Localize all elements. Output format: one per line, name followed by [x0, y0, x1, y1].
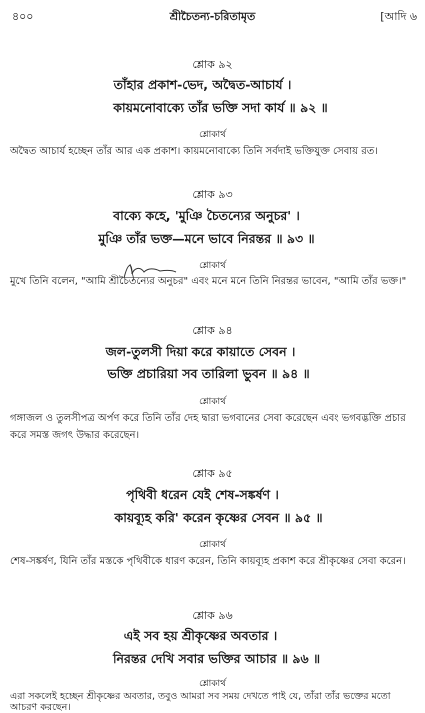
verse-line: এই সব হয় শ্রীকৃষ্ণের অবতার । — [123, 628, 278, 643]
verse-heading: শ্লোক ৯৩ — [192, 188, 233, 201]
verse-line: বাক্যে কহে, 'মুঞি চৈতন্যের অনুচর' । — [113, 208, 300, 223]
verse-heading: শ্লোক ৯৪ — [192, 324, 233, 337]
verse-line: জল-তুলসী দিয়া করে কায়াতে সেবন । — [105, 344, 296, 359]
verse-line: কায়মনোবাক্যে তাঁর ভক্তি সদা কার্য ॥ ৯২ ॥ — [113, 100, 328, 115]
verse-heading: শ্লোক ৯৫ — [192, 467, 233, 480]
translation-text: অদ্বৈত আচার্য হচ্ছেন তাঁর আর এক প্রকাশ। কায়মনোবাক্যে তিনি সর্বদাই ভক্তিযুক্ত সেবায় রত। — [10, 146, 378, 157]
verse-line: কায়ব্যূহ করি' করেন কৃষ্ণের সেবন ॥ ৯৫ ॥ — [114, 510, 323, 525]
running-title: শ্রীচৈতন্য-চরিতামৃত — [169, 10, 256, 23]
verse-line: তাঁহার প্রকাশ-ভেদ, অদ্বৈত-আচার্য । — [113, 77, 292, 92]
translation-text: শেষ-সঙ্কর্ষণ, যিনি তাঁর মস্তকে পৃথিবীকে ধারণ করেন, তিনি কায়ব্যূহ প্রকাশ করে শ্রীকৃষ্ণের সেবা করেন। — [10, 556, 406, 567]
verse-line: পৃথিবী ধরেন যেই শেষ-সঙ্কর্ষণ । — [126, 487, 279, 502]
page-number: ৪০০ — [12, 10, 34, 23]
verse-line: মুঞি তাঁর ভক্ত—মনে ভাবে নিরন্তর ॥ ৯৩ ॥ — [98, 231, 315, 246]
chapter-reference: [আদি ৬ — [380, 10, 417, 23]
translation-text: এরা সকলেই হচ্ছেন শ্রীকৃষ্ণের অবতার, তবুও আমরা সব সময় দেখতে পাই যে, তাঁরা তাঁর ভক্তের মতো আচরণ করছেন। — [10, 691, 391, 713]
translation-label: শ্লোকার্থ — [199, 130, 226, 140]
translation-text: গঙ্গাজল ও তুলসীপত্র অর্পণ করে তিনি তাঁর দেহ দ্বারা ভগবানের সেবা করেছেন এবং ভগবদ্ভক্তি প্রচার করে সমস্ত জগৎ উদ্ধার করেছেন। — [10, 413, 406, 441]
translation-label: শ্লোকার্থ — [199, 679, 226, 689]
translation-label: শ্লোকার্থ — [199, 397, 226, 407]
translation-label: শ্লোকার্থ — [199, 540, 226, 550]
translation-text: মুখে তিনি বলেন, "আমি শ্রীচৈতন্যের অনুচর" এবং মনে মনে তিনি নিরন্তর ভাবেন, "আমি তাঁর ভক্ত।" — [10, 276, 407, 287]
handwritten-mark — [120, 258, 180, 282]
verse-line: নিরন্তর দেখি সবার ভক্তির আচার ॥ ৯৬ ॥ — [112, 651, 321, 666]
verse-heading: শ্লোক ৯২ — [192, 58, 233, 71]
verse-line: ভক্তি প্রচারিয়া সব তারিলা ভুবন ॥ ৯৪ ॥ — [107, 366, 310, 381]
verse-heading: শ্লোক ৯৬ — [192, 609, 233, 622]
translation-label: শ্লোকার্থ — [199, 261, 226, 271]
